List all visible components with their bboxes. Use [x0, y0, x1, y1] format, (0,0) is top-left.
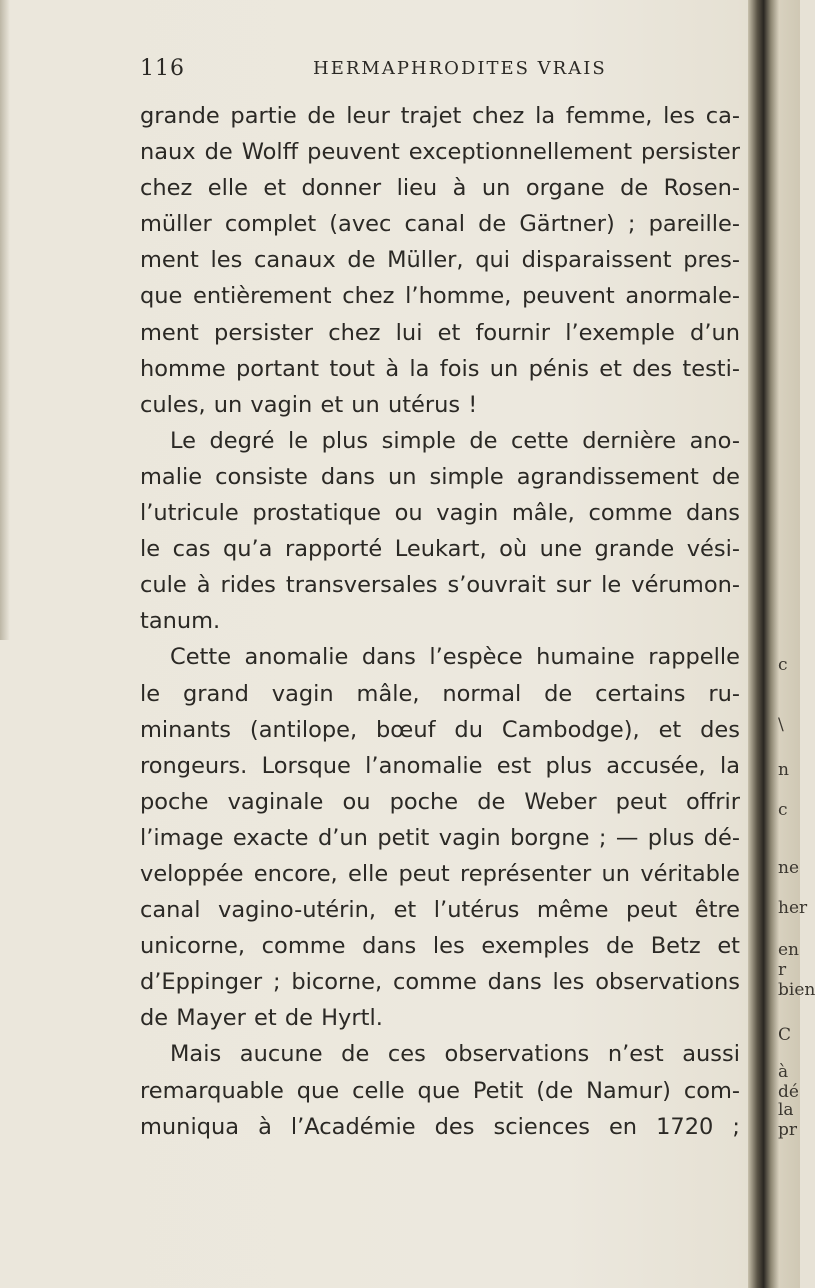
text-line: chez elle et donner lieu à un organe de Rosen- — [140, 175, 740, 202]
text-line: veloppée encore, elle peut représenter un véritable — [140, 860, 740, 887]
edge-fragment: \ — [778, 715, 784, 735]
text-line: malie consiste dans un simple agrandissement de — [140, 463, 740, 490]
text-line: remarquable que celle que Petit (de Namur) com- — [140, 1077, 740, 1104]
page-header — [140, 56, 780, 92]
next-page-edge — [748, 0, 815, 1288]
page-shadow-left — [0, 0, 10, 640]
text-line: ment les canaux de Müller, qui disparaissent pres- — [140, 247, 740, 274]
edge-fragment: en r — [778, 940, 800, 980]
text-line: minants (antilope, bœuf du Cambodge), et des — [140, 716, 740, 743]
text-line: tanum. — [140, 608, 221, 635]
edge-fragment: n — [778, 760, 789, 780]
edge-fragment: c — [778, 800, 788, 820]
text-line: canal vagino-utérin, et l’utérus même peut être — [140, 897, 740, 924]
text-line: poche vaginale ou poche de Weber peut offrir — [140, 788, 740, 815]
text-line: unicorne, comme dans les exemples de Betz et — [140, 933, 740, 960]
text-line: l’image exacte d’un petit vagin borgne ; — plus dé- — [140, 824, 740, 851]
body-text — [140, 98, 740, 1145]
edge-fragment: bien — [778, 980, 815, 1000]
running-head: HERMAPHRODITES VRAIS — [313, 58, 607, 79]
text-line: Mais aucune de ces observations n’est aussi — [170, 1041, 740, 1068]
text-line: rongeurs. Lorsque l’anomalie est plus accusée, la — [140, 752, 740, 779]
edge-fragment: la pr — [778, 1100, 798, 1140]
edge-fragment: à dé — [778, 1062, 799, 1102]
edge-fragment: ne — [778, 858, 800, 878]
text-line: l’utricule prostatique ou vagin mâle, comme dans — [140, 500, 740, 527]
text-line: que entièrement chez l’homme, peuvent anormale- — [140, 283, 740, 310]
page-number: 116 — [140, 56, 185, 81]
text-line: d’Eppinger ; bicorne, comme dans les observations — [140, 969, 740, 996]
text-line: cules, un vagin et un utérus ! — [140, 391, 478, 418]
edge-fragment: c — [778, 655, 788, 675]
text-line: Le degré le plus simple de cette dernière ano- — [170, 427, 740, 454]
text-line: naux de Wolff peuvent exceptionnellement persister — [140, 139, 740, 166]
text-line: müller complet (avec canal de Gärtner) ; pareille- — [140, 211, 740, 238]
text-line: le grand vagin mâle, normal de certains ru- — [140, 680, 740, 707]
edge-fragment: her — [778, 898, 808, 918]
text-line: de Mayer et de Hyrtl. — [140, 1005, 383, 1032]
text-line: ment persister chez lui et fournir l’exemple d’un — [140, 319, 740, 346]
text-line: cule à rides transversales s’ouvrait sur le vérumon- — [140, 572, 740, 599]
text-line: le cas qu’a rapporté Leukart, où une grande vési- — [140, 536, 740, 563]
text-line: grande partie de leur trajet chez la femme, les ca- — [140, 103, 740, 129]
edge-fragment: C — [778, 1025, 792, 1045]
text-line: homme portant tout à la fois un pénis et des testi- — [140, 355, 740, 382]
text-line: Cette anomalie dans l’espèce humaine rappelle — [170, 644, 740, 671]
text-line: muniqua à l’Académie des sciences en 1720 ; — [140, 1113, 740, 1140]
